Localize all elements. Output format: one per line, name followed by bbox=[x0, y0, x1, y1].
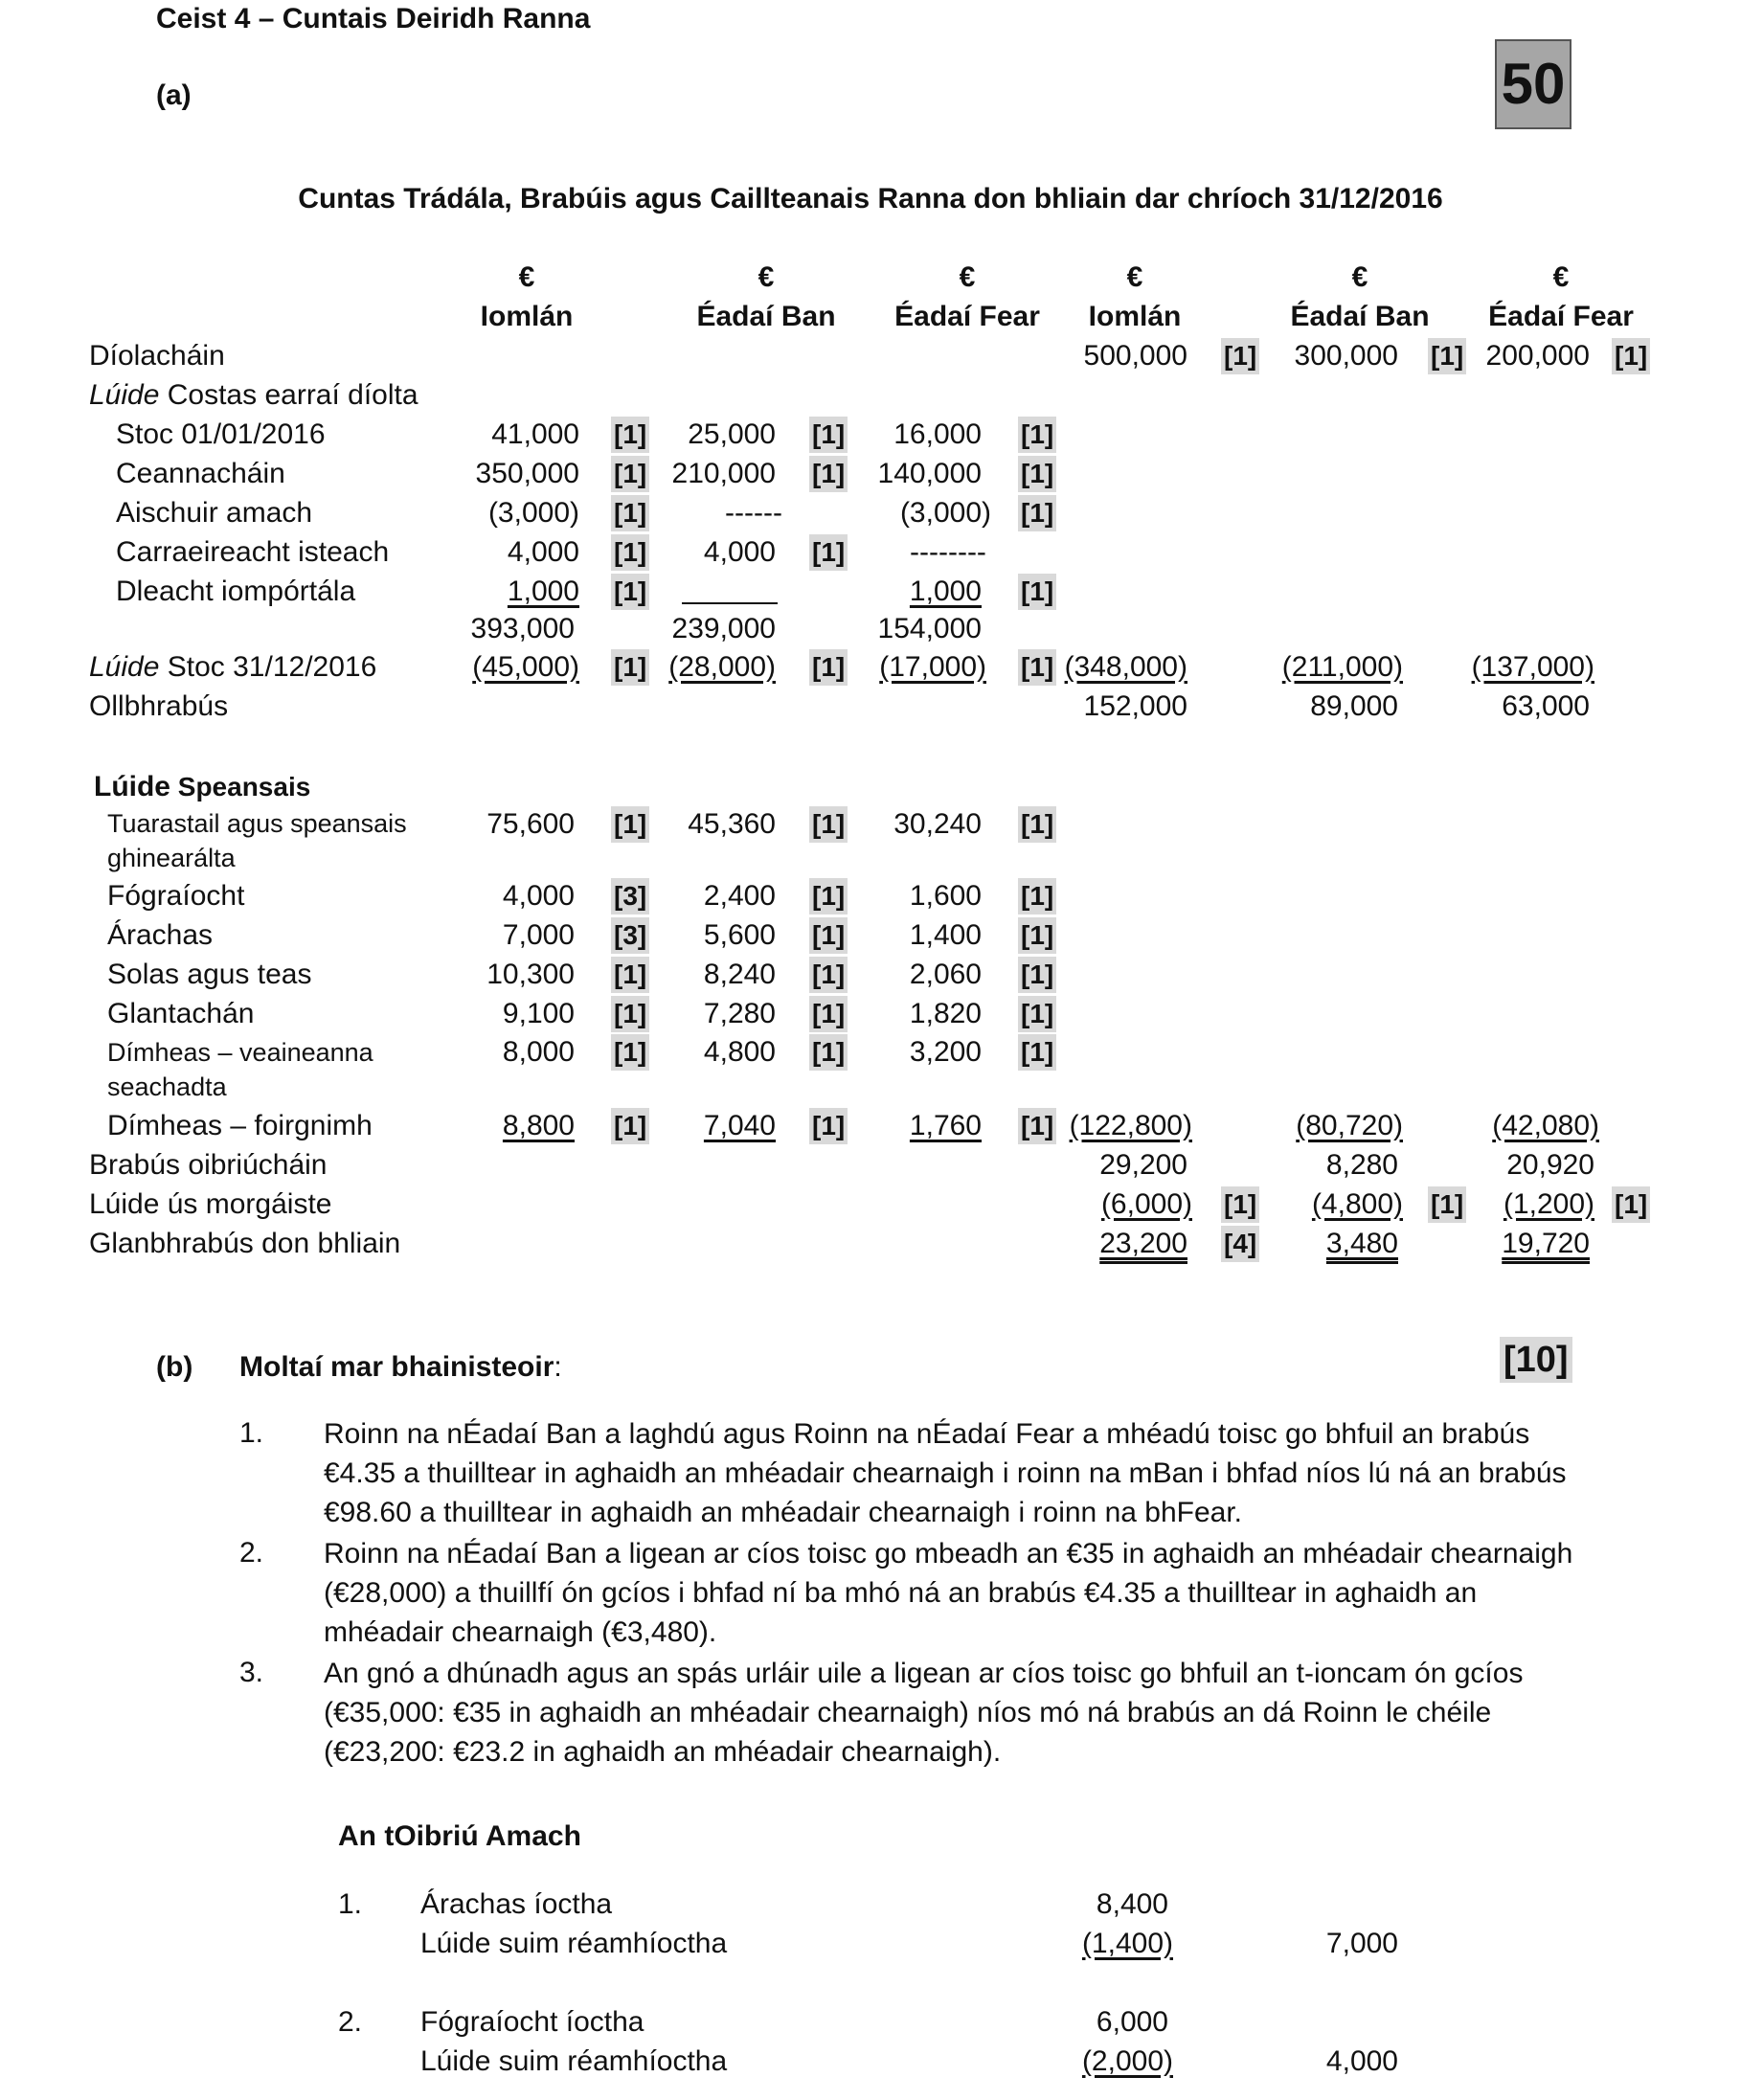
value-total: 4,000 bbox=[507, 536, 579, 568]
value-column-total: (122,800) bbox=[1069, 1110, 1192, 1141]
col-label: Iomlán bbox=[480, 301, 574, 332]
value-total: 8,000 bbox=[502, 1036, 575, 1068]
value-ban: 7,040 bbox=[703, 1110, 776, 1141]
workings-title: An tOibriú Amach bbox=[338, 1820, 581, 1852]
value-fear: (17,000) bbox=[879, 651, 986, 683]
closing-stock-label: Stoc 31/12/2016 bbox=[167, 651, 377, 683]
value-ban: 7,280 bbox=[703, 998, 776, 1029]
value-fear: 3,200 bbox=[909, 1036, 982, 1068]
col-currency: € bbox=[1126, 261, 1143, 293]
value-column-total: (348,000) bbox=[1064, 651, 1187, 683]
recommendation-number: 2. bbox=[239, 1537, 264, 1569]
value-fear: (1,200) bbox=[1503, 1188, 1594, 1220]
mark-badge: [1] bbox=[809, 957, 848, 993]
part-b-title-colon: : bbox=[554, 1351, 562, 1383]
col-label: Éadaí Ban bbox=[1290, 301, 1430, 332]
value-total: (3,000) bbox=[487, 497, 579, 529]
row-label: Aischuir amach bbox=[116, 497, 313, 529]
value-total: 41,000 bbox=[491, 418, 579, 450]
row-label: Ollbhrabús bbox=[89, 690, 229, 722]
working-line: Lúide suim réamhíoctha bbox=[420, 2045, 728, 2077]
value-fear: 1,760 bbox=[909, 1110, 982, 1141]
recommendation-number: 1. bbox=[239, 1417, 264, 1449]
value-total: 393,000 bbox=[470, 613, 575, 644]
value-column-ban: (80,720) bbox=[1296, 1110, 1403, 1141]
value-fear: (3,000) bbox=[899, 497, 991, 529]
row-label: Tuarastail agus speansais bbox=[107, 809, 407, 838]
value-fear: 200,000 bbox=[1485, 340, 1590, 372]
value-fear: 30,240 bbox=[893, 808, 982, 840]
mark-badge: [1] bbox=[1018, 878, 1056, 915]
value-fear: 16,000 bbox=[893, 418, 982, 450]
col-label: Éadaí Fear bbox=[894, 301, 1040, 332]
value-total: 7,000 bbox=[502, 919, 575, 951]
value-ban: 25,000 bbox=[688, 418, 776, 450]
value-total: (45,000) bbox=[472, 651, 579, 683]
mark-badge: [4] bbox=[1221, 1226, 1259, 1262]
mark-badge: [1] bbox=[809, 806, 848, 843]
part-b-title bbox=[239, 1348, 562, 1387]
value-fear: 1,000 bbox=[909, 576, 982, 607]
mark-badge: [3] bbox=[611, 917, 649, 954]
value-ban: 8,280 bbox=[1325, 1149, 1398, 1181]
cost-of-sales-label: Costas earraí díolta bbox=[167, 379, 418, 411]
col-label: Éadaí Fear bbox=[1488, 301, 1634, 332]
mark-badge: [1] bbox=[809, 417, 848, 453]
working-number: 2. bbox=[338, 2006, 363, 2038]
value-total: 75,600 bbox=[486, 808, 575, 840]
value-ban: 89,000 bbox=[1310, 690, 1398, 722]
mark-badge: [1] bbox=[1018, 1108, 1056, 1144]
mark-badge: [1] bbox=[1018, 1034, 1056, 1071]
mark-badge: [1] bbox=[611, 1034, 649, 1071]
row-label: Dleacht iompórtála bbox=[116, 576, 356, 607]
row-label: Stoc 01/01/2016 bbox=[116, 418, 326, 450]
working-line: Árachas íoctha bbox=[420, 1888, 613, 1920]
less-prefix: Lúide bbox=[94, 771, 170, 802]
less-prefix: Lúide bbox=[89, 379, 160, 411]
mark-badge: [1] bbox=[1221, 338, 1259, 374]
value-total: 29,200 bbox=[1099, 1149, 1187, 1181]
mark-badge: [1] bbox=[611, 534, 649, 571]
row-label: Fógraíocht bbox=[107, 880, 245, 912]
value-total: (6,000) bbox=[1100, 1188, 1192, 1220]
mark-badge: [1] bbox=[809, 996, 848, 1032]
row-label: Dímheas – foirgnimh bbox=[107, 1110, 373, 1141]
value-ban: 210,000 bbox=[671, 458, 776, 489]
mark-badge: [1] bbox=[809, 878, 848, 915]
value-fear: 20,920 bbox=[1506, 1149, 1594, 1181]
value-total: 350,000 bbox=[475, 458, 579, 489]
mark-badge: [1] bbox=[809, 1034, 848, 1071]
mark-badge: [1] bbox=[1018, 417, 1056, 453]
row-label: Lúide ús morgáiste bbox=[89, 1188, 332, 1220]
mark-badge: [1] bbox=[611, 574, 649, 610]
working-value: (2,000) bbox=[1081, 2045, 1173, 2077]
part-b-label: (b) bbox=[156, 1351, 193, 1383]
mark-badge: [1] bbox=[809, 649, 848, 686]
recommendation-text: Roinn na nÉadaí Ban a laghdú agus Roinn na nÉadaí Fear a mhéadú toisc go bhfuil an brabús €4.35 a thuilltear in aghaidh an mhéadair chearnaigh i roinn na mBan i bhfad níos lú ná an brabús €98.60 a thuilltear in aghaidh an mhéadair chearnaigh i roinn na bhFear. bbox=[324, 1418, 1567, 1528]
value-ban: 45,360 bbox=[688, 808, 776, 840]
mark-badge: [1] bbox=[809, 456, 848, 492]
mark-badge: [1] bbox=[611, 417, 649, 453]
value-fear: 1,400 bbox=[909, 919, 982, 951]
mark-badge: [1] bbox=[611, 806, 649, 843]
expenses-heading bbox=[94, 770, 310, 804]
value-ban: 239,000 bbox=[671, 613, 776, 644]
recommendation-text: Roinn na nÉadaí Ban a ligean ar cíos toisc go mbeadh an €35 in aghaidh an mhéadair chearnaigh (€28,000) a thuillfí ón gcíos i bhfad ní ba mhó ná an brabús €4.35 a thuilltear in aghaidh an mhéadair chearnaigh (€3,480). bbox=[324, 1538, 1573, 1648]
value-ban: 4,800 bbox=[703, 1036, 776, 1068]
part-b-mark: [10] bbox=[1500, 1337, 1572, 1383]
value-fear: 19,720 bbox=[1502, 1228, 1590, 1259]
value-ban: (28,000) bbox=[668, 651, 776, 683]
part-a-label: (a) bbox=[156, 79, 192, 111]
mark-badge: [1] bbox=[1612, 338, 1650, 374]
value-column-fear: (137,000) bbox=[1471, 651, 1594, 683]
value-fear: 63,000 bbox=[1502, 690, 1590, 722]
value-fear: 154,000 bbox=[877, 613, 982, 644]
row-label: Brabús oibriúcháin bbox=[89, 1149, 328, 1181]
mark-badge: [1] bbox=[809, 534, 848, 571]
question-heading: Ceist 4 – Cuntais Deiridh Ranna bbox=[156, 3, 591, 34]
value-fear: -------- bbox=[910, 536, 986, 568]
mark-badge: [1] bbox=[1018, 996, 1056, 1032]
value-ban: 8,240 bbox=[703, 959, 776, 990]
mark-badge: [1] bbox=[611, 1108, 649, 1144]
mark-badge: [1] bbox=[1018, 917, 1056, 954]
mark-badge: [1] bbox=[1018, 806, 1056, 843]
value-fear: 1,820 bbox=[909, 998, 982, 1029]
mark-badge: [3] bbox=[611, 878, 649, 915]
mark-badge: [1] bbox=[1221, 1186, 1259, 1223]
expenses-label: Speansais bbox=[177, 772, 311, 802]
value-ban: 2,400 bbox=[703, 880, 776, 912]
value-total: 8,800 bbox=[502, 1110, 575, 1141]
value-total: 1,000 bbox=[507, 576, 579, 607]
value-ban: 4,000 bbox=[703, 536, 776, 568]
cost-of-sales-heading bbox=[89, 376, 418, 415]
row-label: Árachas bbox=[107, 919, 214, 951]
mark-badge: [1] bbox=[611, 957, 649, 993]
value-total: 9,100 bbox=[502, 998, 575, 1029]
value-ban: 300,000 bbox=[1294, 340, 1398, 372]
row-label: Solas agus teas bbox=[107, 959, 312, 990]
value-total: 4,000 bbox=[502, 880, 575, 912]
value-total: 152,000 bbox=[1083, 690, 1187, 722]
col-currency: € bbox=[959, 261, 976, 293]
account-title: Cuntas Trádála, Brabúis agus Caillteanais Ranna don bhliain dar chríoch 31/12/2016 bbox=[298, 183, 1443, 215]
working-number: 1. bbox=[338, 1888, 363, 1920]
mark-badge: [1] bbox=[809, 1108, 848, 1144]
blank-line bbox=[682, 579, 778, 609]
value-total: 23,200 bbox=[1099, 1228, 1187, 1259]
col-currency: € bbox=[1351, 261, 1368, 293]
col-currency: € bbox=[518, 261, 535, 293]
row-label bbox=[89, 648, 376, 687]
value-ban: ------ bbox=[725, 497, 782, 529]
value-ban: (4,800) bbox=[1311, 1188, 1403, 1220]
mark-badge: [1] bbox=[611, 649, 649, 686]
value-fear: 140,000 bbox=[877, 458, 982, 489]
value-column-fear: (42,080) bbox=[1492, 1110, 1599, 1141]
col-currency: € bbox=[757, 261, 775, 293]
col-label: Iomlán bbox=[1088, 301, 1182, 332]
working-result: 7,000 bbox=[1325, 1928, 1398, 1959]
row-label-continued: seachadta bbox=[107, 1073, 227, 1101]
mark-badge: [1] bbox=[1018, 495, 1056, 531]
row-label: Dímheas – veaineanna bbox=[107, 1038, 373, 1067]
value-fear: 1,600 bbox=[909, 880, 982, 912]
row-label: Carraeireacht isteach bbox=[116, 536, 390, 568]
mark-badge: [1] bbox=[1428, 1186, 1466, 1223]
row-label: Díolacháin bbox=[89, 340, 225, 372]
working-value: (1,400) bbox=[1081, 1928, 1173, 1959]
mark-badge: [1] bbox=[1018, 649, 1056, 686]
value-ban: 3,480 bbox=[1325, 1228, 1398, 1259]
row-label-continued: ghinearálta bbox=[107, 844, 236, 872]
mark-badge: [1] bbox=[1018, 574, 1056, 610]
col-currency: € bbox=[1552, 261, 1570, 293]
value-total: 10,300 bbox=[486, 959, 575, 990]
value-ban: 5,600 bbox=[703, 919, 776, 951]
recommendation-number: 3. bbox=[239, 1657, 264, 1688]
mark-badge: [1] bbox=[611, 456, 649, 492]
mark-badge: [1] bbox=[1428, 338, 1466, 374]
mark-badge: [1] bbox=[1018, 957, 1056, 993]
working-value: 8,400 bbox=[1096, 1888, 1168, 1920]
value-total: 500,000 bbox=[1083, 340, 1187, 372]
row-label: Glanbhrabús don bhliain bbox=[89, 1228, 401, 1259]
mark-badge: [1] bbox=[1612, 1186, 1650, 1223]
mark-badge: [1] bbox=[611, 996, 649, 1032]
working-result: 4,000 bbox=[1325, 2045, 1398, 2077]
less-prefix: Lúide bbox=[89, 651, 160, 683]
working-line: Lúide suim réamhíoctha bbox=[420, 1928, 728, 1959]
mark-badge: [1] bbox=[1018, 456, 1056, 492]
col-label: Éadaí Ban bbox=[696, 301, 836, 332]
part-b-title-text: Moltaí mar bhainisteoir bbox=[239, 1351, 554, 1383]
value-column-ban: (211,000) bbox=[1281, 651, 1403, 683]
total-mark-box: 50 bbox=[1495, 39, 1571, 129]
working-line: Fógraíocht íoctha bbox=[420, 2006, 644, 2038]
row-label: Ceannacháin bbox=[116, 458, 285, 489]
row-label: Glantachán bbox=[107, 998, 255, 1029]
working-value: 6,000 bbox=[1096, 2006, 1168, 2038]
mark-badge: [1] bbox=[611, 495, 649, 531]
mark-badge: [1] bbox=[809, 917, 848, 954]
recommendation-text: An gnó a dhúnadh agus an spás urláir uile a ligean ar cíos toisc go bhfuil an t-ioncam ón gcíos (€35,000: €35 in aghaidh an mhéadair chearnaigh) níos mó ná brabús an dá Roinn le chéile (€23,200: €23.2 in aghaidh an mhéadair chearnaigh). bbox=[324, 1658, 1524, 1768]
value-fear: 2,060 bbox=[909, 959, 982, 990]
